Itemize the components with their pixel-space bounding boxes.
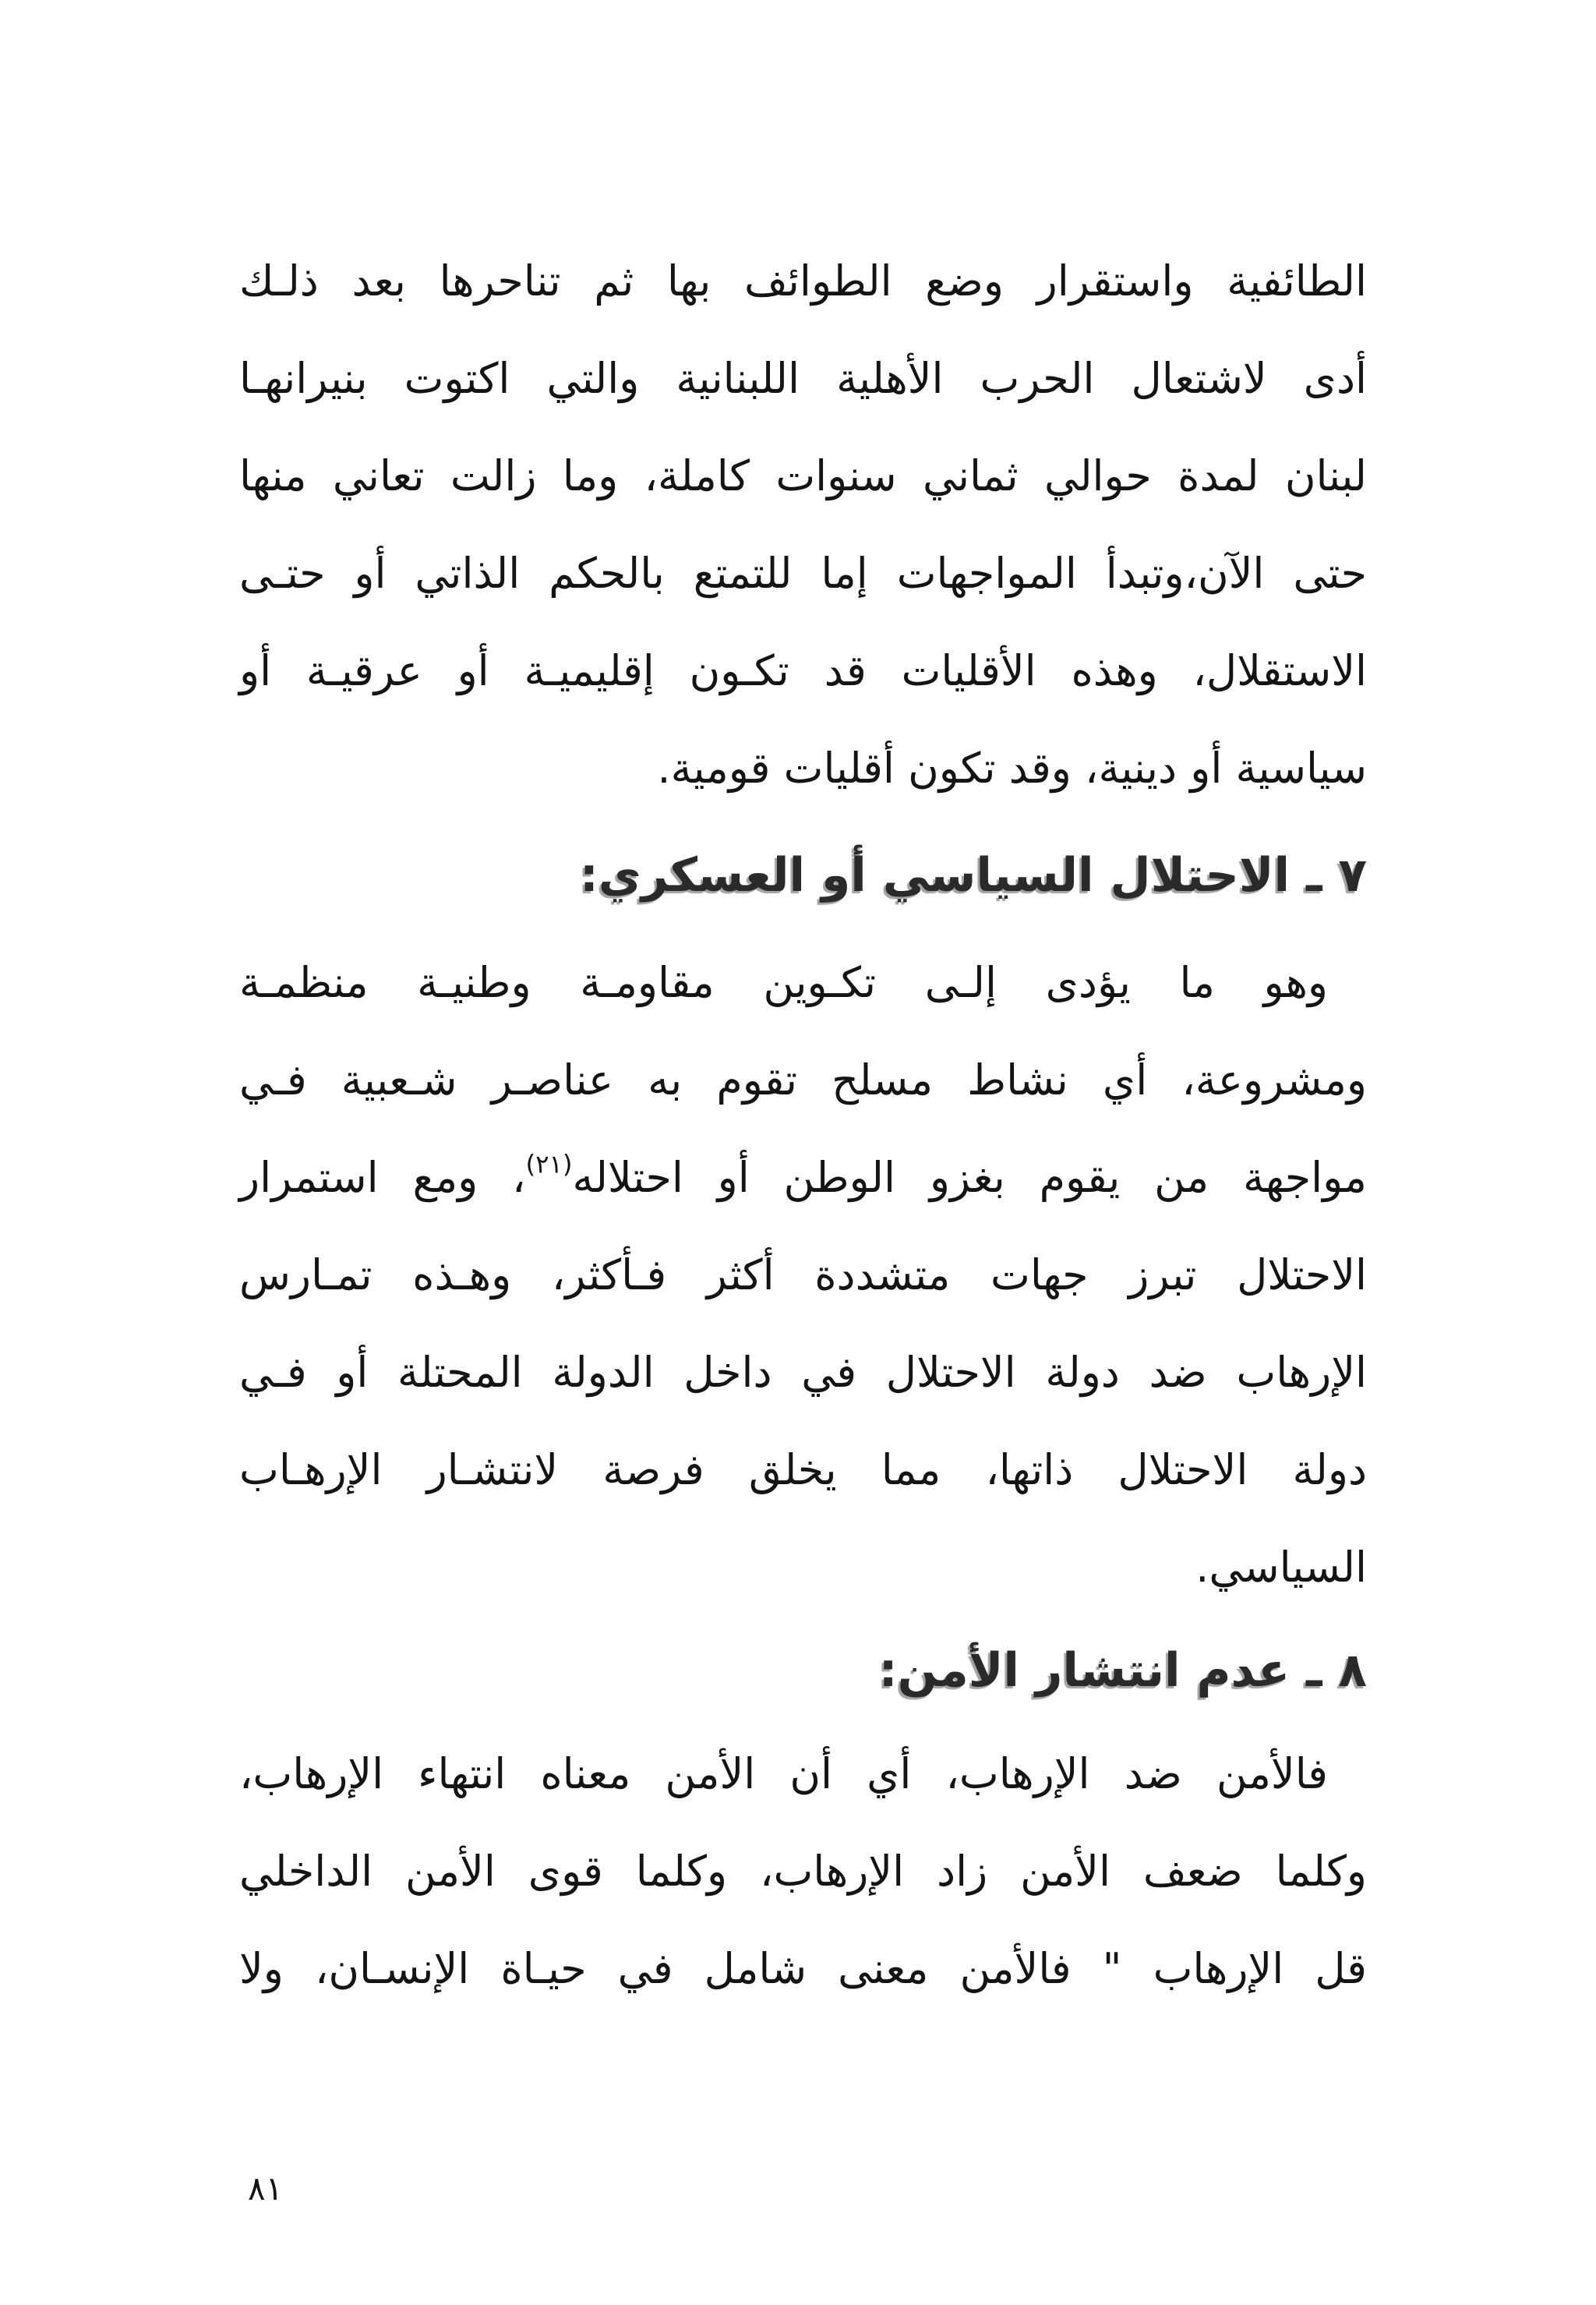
page-number: ٨١	[248, 2169, 284, 2208]
text-segment: مواجهة من يقوم بغزو الوطن أو احتلاله	[572, 1153, 1367, 1202]
text-line: حتى الآن،وتبدأ المواجهات إما للتمتع بالحكم الذاتي أو حتـى	[239, 549, 1367, 598]
text-line: الطائفية واستقرار وضع الطوائف بها ثم تناحرها بعد ذلـك	[239, 256, 1367, 306]
text-line: وهو ما يؤدى إلـى تكـوين مقاومـة وطنيـة منظمـة	[239, 958, 1328, 1007]
paragraph	[239, 1725, 1367, 2017]
text-line: الاستقلال، وهذه الأقليات قد تكـون إقليميـة أو عرقيـة أو	[239, 646, 1367, 695]
text-line	[239, 1129, 1367, 1226]
text-line: السياسي.	[1195, 1543, 1367, 1592]
text-line: الإرهاب ضد دولة الاحتلال في داخل الدولة المحتلة أو فـي	[239, 1348, 1367, 1397]
text-line: لبنان لمدة حوالي ثماني سنوات كاملة، وما زالت تعاني منها	[239, 451, 1367, 500]
paragraph	[239, 232, 1367, 817]
text-line: ومشروعة، أي نشاط مسلح تقوم به عناصـر شـعبية فـي	[239, 1055, 1367, 1105]
footnote-ref: (٢١)	[525, 1149, 573, 1179]
text-line: دولة الاحتلال ذاتها، مما يخلق فرصة لانتشـار الإرهـاب	[239, 1445, 1367, 1494]
text-line: الاحتلال تبرز جهات متشددة أكثر فـأكثر، وهـذه تمـارس	[239, 1250, 1367, 1299]
text-column	[239, 232, 1367, 2017]
text-line: سياسية أو دينية، وقد تكون أقليات قومية.	[657, 744, 1367, 793]
text-line: فالأمن ضد الإرهاب، أي أن الأمن معناه انتهاء الإرهاب،	[239, 1749, 1328, 1798]
section-heading: ٧ ـ الاحتلال السياسي أو العسكري:	[579, 848, 1367, 903]
text-line: قل الإرهاب " فالأمن معنى شامل في حيـاة الإنسـان، ولا	[239, 1944, 1367, 1993]
section-heading: ٨ ـ عدم انتشار الأمن:	[878, 1643, 1367, 1698]
text-line: وكلما ضعف الأمن زاد الإرهاب، وكلما قوى الأمن الداخلي	[239, 1847, 1367, 1896]
paragraph	[239, 934, 1367, 1616]
text-line: أدى لاشتعال الحرب الأهلية اللبنانية والتي اكتوت بنيرانهـا	[239, 354, 1367, 403]
text-segment: ، ومع استمرار	[239, 1153, 526, 1202]
